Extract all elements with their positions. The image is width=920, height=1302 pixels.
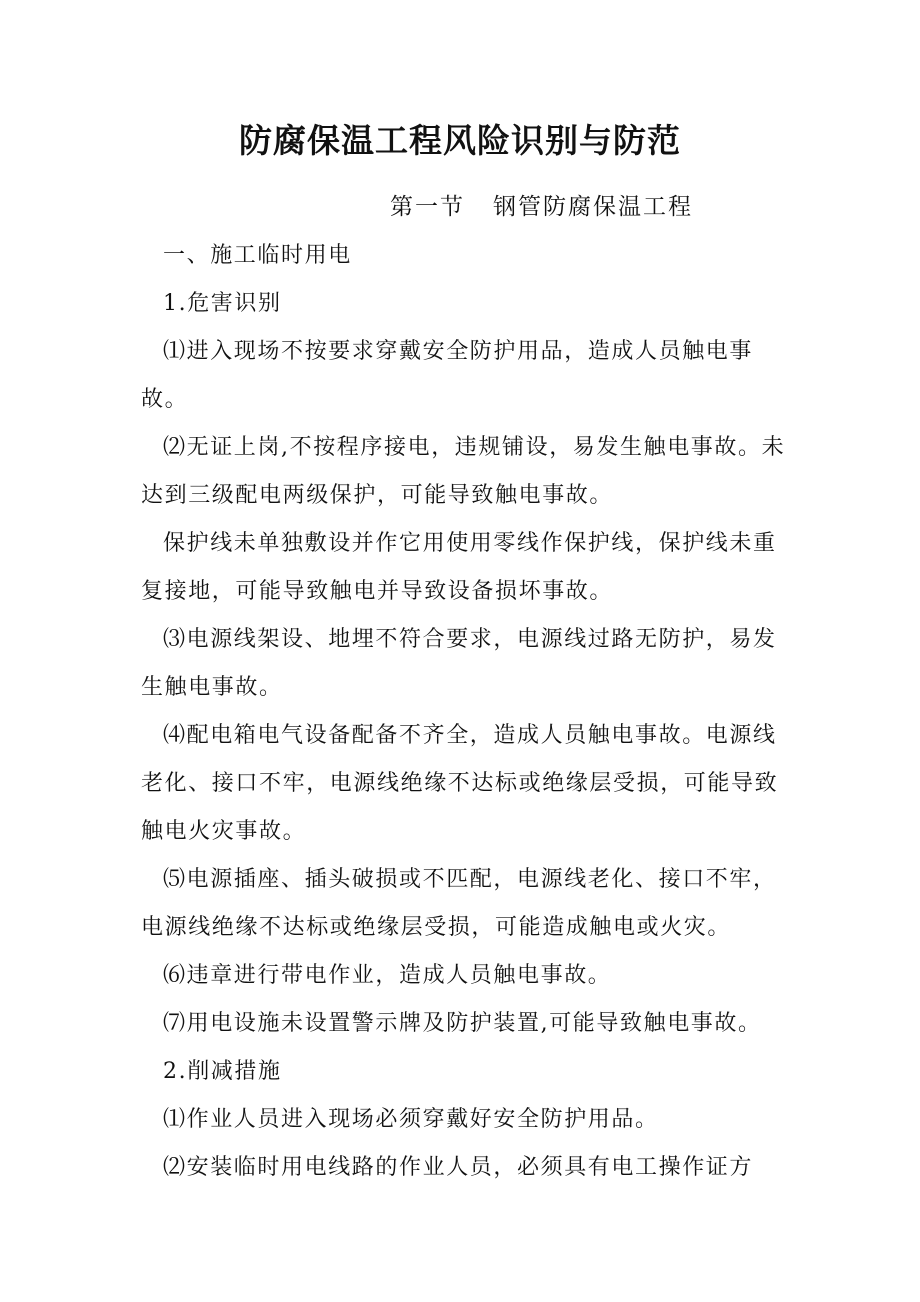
hazard-item-6: ⑹违章进行带电作业，造成人员触电事故。 (163, 963, 612, 988)
section-heading (390, 189, 693, 225)
hazard-item-2: ⑵无证上岗,不按程序接电，违规铺设，易发生触电事故。未达到三级配电两级保护，可能导致触电事故。 (141, 435, 786, 508)
section-title: 钢管防腐保温工程 (493, 194, 693, 220)
hazard-item-2-continued: 保护线未单独敷设并作它用使用零线作保护线，保护线未重复接地，可能导致触电并导致设备损坏事故。 (141, 531, 777, 604)
document-body (141, 232, 791, 1192)
hazard-item-1: ⑴进入现场不按要求穿戴安全防护用品，造成人员触电事故。 (141, 339, 754, 412)
measure-item-2: ⑵安装临时用电线路的作业人员，必须具有电工操作证方 (163, 1155, 754, 1180)
hazard-item-7: ⑺用电设施未设置警示牌及防护装置,可能导致触电事故。 (163, 1011, 762, 1036)
hazard-item-5: ⑸电源插座、插头破损或不匹配，电源线老化、接口不牢，电源线绝缘不达标或绝缘层受损，可能造成触电或火灾。 (141, 867, 777, 940)
hazard-item-3: ⑶电源线架设、地埋不符合要求，电源线过路无防护，易发生触电事故。 (141, 627, 777, 700)
section-number: 第一节 (390, 194, 465, 220)
document-title: 防腐保温工程风险识别与防范 (239, 121, 681, 160)
heading-temporary-power: 一、施工临时用电 (163, 243, 352, 268)
hazard-item-4: ⑷配电箱电气设备配备不齐全，造成人员触电事故。电源线老化、接口不牢，电源线绝缘不达标或绝缘层受损，可能导致触电火灾事故。 (141, 723, 779, 844)
measure-item-1: ⑴作业人员进入现场必须穿戴好安全防护用品。 (163, 1107, 659, 1132)
heading-reduction-measures: 2.削减措施 (163, 1059, 282, 1084)
heading-hazard-identification: 1.危害识别 (163, 291, 282, 316)
